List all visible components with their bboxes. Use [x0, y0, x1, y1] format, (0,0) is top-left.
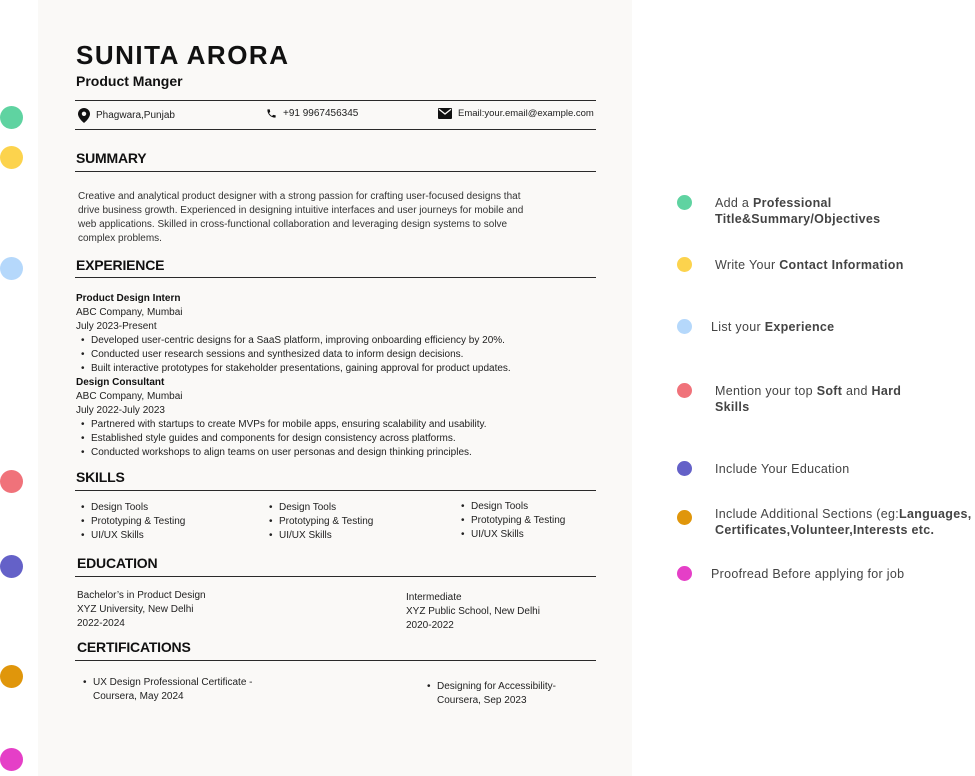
tip-contact: Write Your Contact Information [715, 258, 904, 272]
job-bullet: • Conducted user research sessions and synthesized data to inform design decisions. [81, 348, 596, 362]
tip-proofread: Proofread Before applying for job [711, 567, 905, 581]
job-dates: July 2022-July 2023 [76, 405, 165, 416]
contact-phone [266, 108, 358, 119]
tip-dot-green [677, 195, 692, 210]
skills-column [461, 500, 565, 542]
skill-item: • UI/UX Skills [269, 529, 373, 543]
tip-dot-red [677, 383, 692, 398]
summary-line: drive business growth. Experienced in designing intuitive interfaces and user journeys for mobile and [78, 205, 524, 216]
experience-heading: EXPERIENCE [76, 257, 165, 273]
tip-experience: List your Experience [711, 320, 835, 334]
divider [75, 277, 596, 278]
certification-item [421, 680, 556, 708]
skill-item: • Prototyping & Testing [81, 515, 185, 529]
tip-dot-orange [677, 510, 692, 525]
skill-item: • Design Tools [269, 501, 373, 515]
divider [75, 660, 596, 661]
edge-dot-red [0, 470, 23, 493]
tip-dot-lightblue [677, 319, 692, 334]
tip-education: Include Your Education [715, 462, 850, 476]
education-entry [406, 591, 540, 633]
skill-item: • Design Tools [81, 501, 185, 515]
location-text: Phagwara,Punjab [96, 110, 175, 121]
skill-item: • Design Tools [461, 500, 565, 514]
resume-name: SUNITA ARORA [76, 40, 290, 70]
edge-dot-indigo [0, 555, 23, 578]
certification-issuer: Coursera, May 2024 [93, 691, 184, 702]
email-text[interactable]: Email:your.email@example.com [458, 108, 594, 119]
job-role: Design Consultant [76, 377, 165, 388]
edge-dot-green [0, 106, 23, 129]
education-heading: EDUCATION [77, 555, 158, 571]
tip-dot-indigo [677, 461, 692, 476]
summary-heading: SUMMARY [76, 150, 147, 166]
skills-column [81, 501, 185, 543]
summary-line: Creative and analytical product designer with a strong passion for crafting user-focused designs that [78, 191, 521, 202]
resume-title: Product Manger [76, 73, 183, 89]
job-bullet: • Built interactive prototypes for stakeholder presentations, gaining approval for product updates. [81, 362, 596, 376]
divider [75, 171, 596, 172]
tip-additional: Include Additional Sections (eg:Languages, Certificates,Volunteer,Interests etc. [715, 507, 972, 537]
education-school: XYZ University, New Delhi [77, 604, 194, 615]
divider [75, 490, 596, 491]
edge-dot-magenta [0, 748, 23, 771]
job-company: ABC Company, Mumbai [76, 307, 183, 318]
certification-issuer: Coursera, Sep 2023 [437, 695, 527, 706]
contact-location [78, 108, 175, 123]
job-bullet: • Conducted workshops to align teams on user personas and design thinking principles. [81, 446, 596, 460]
job-role: Product Design Intern [76, 293, 181, 304]
education-degree: Intermediate [406, 592, 462, 603]
job-company: ABC Company, Mumbai [76, 391, 183, 402]
mail-icon [438, 108, 452, 119]
summary-line: web applications. Skilled in cross-functional collaboration and leveraging design systems to solve [78, 219, 508, 230]
phone-text: +91 9967456345 [283, 108, 359, 119]
education-degree: Bachelor’s in Product Design [77, 590, 206, 601]
job-bullet: • Partnered with startups to create MVPs for mobile apps, ensuring scalability and usability. [81, 418, 596, 432]
education-entry [77, 589, 206, 631]
skill-item: • UI/UX Skills [461, 528, 565, 542]
certification-title: • Designing for Accessibility- [437, 681, 556, 692]
job-entry [76, 292, 596, 376]
job-bullets [81, 334, 596, 376]
tip-dot-magenta [677, 566, 692, 581]
education-years: 2022-2024 [77, 618, 125, 629]
summary-text [78, 190, 598, 246]
job-bullet: • Developed user-centric designs for a SaaS platform, improving onboarding efficiency by 20%. [81, 334, 596, 348]
education-school: XYZ Public School, New Delhi [406, 606, 540, 617]
job-bullet: • Established style guides and components for design consistency across platforms. [81, 432, 596, 446]
contact-email [438, 108, 594, 119]
certifications-heading: CERTIFICATIONS [77, 639, 191, 655]
summary-line: complex problems. [78, 233, 162, 244]
certification-title: • UX Design Professional Certificate - [93, 677, 253, 688]
certification-item [77, 676, 253, 704]
edge-dot-lightblue [0, 257, 23, 280]
job-entry [76, 376, 596, 460]
tip-dot-yellow [677, 257, 692, 272]
phone-icon [266, 108, 277, 119]
job-dates: July 2023-Present [76, 321, 157, 332]
divider [75, 576, 596, 577]
education-years: 2020-2022 [406, 620, 454, 631]
job-bullets [81, 418, 596, 460]
skills-column [269, 501, 373, 543]
resume-page [38, 0, 632, 776]
tip-skills: Mention your top Soft and Hard Skills [715, 384, 902, 414]
skill-item: • Prototyping & Testing [269, 515, 373, 529]
tip-title-summary: Add a Professional Title&Summary/Objectives [715, 196, 881, 226]
edge-dot-yellow [0, 146, 23, 169]
edge-dot-orange [0, 665, 23, 688]
divider [75, 100, 596, 101]
divider [75, 129, 596, 130]
skill-item: • Prototyping & Testing [461, 514, 565, 528]
location-pin-icon [78, 108, 90, 123]
skills-heading: SKILLS [76, 469, 125, 485]
skill-item: • UI/UX Skills [81, 529, 185, 543]
